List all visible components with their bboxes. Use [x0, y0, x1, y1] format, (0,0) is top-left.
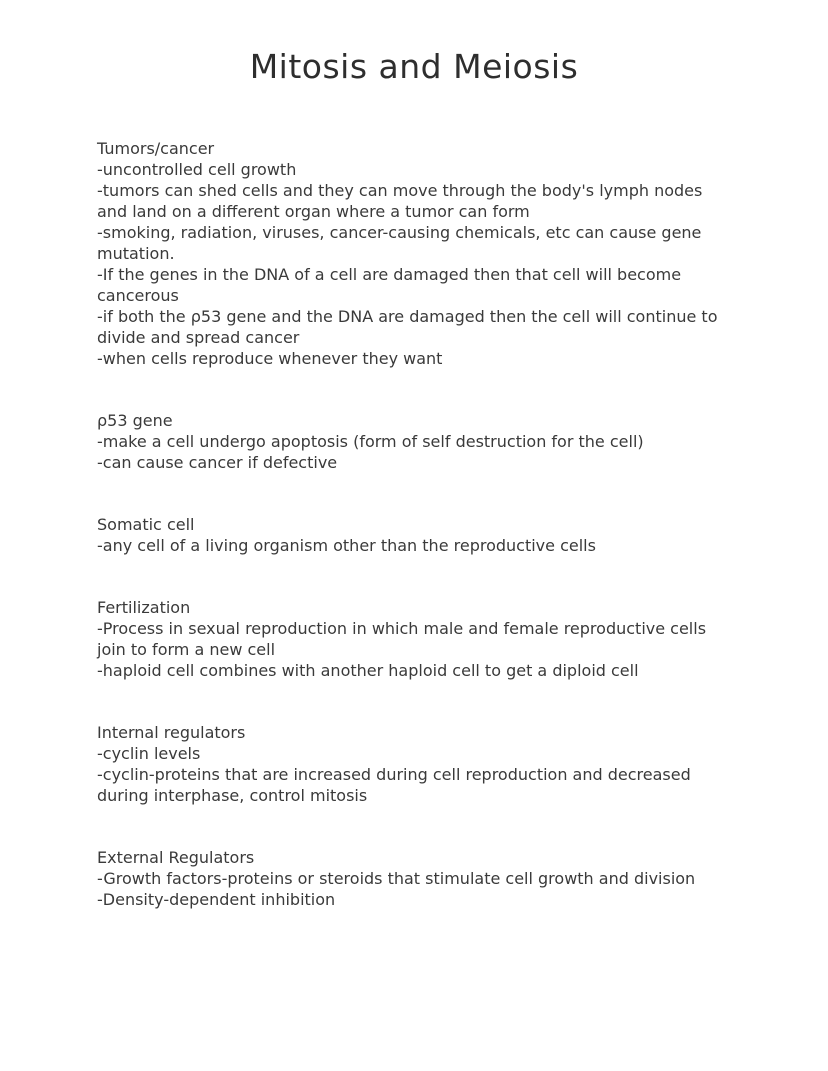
note-line: -tumors can shed cells and they can move through the body's lymph nodes and land on a different organ where a tumor can form	[97, 181, 703, 221]
note-line: -cyclin levels	[97, 744, 201, 763]
section-heading: External Regulators	[97, 848, 255, 867]
note-section-tumors-cancer	[97, 138, 737, 369]
section-heading: Fertilization	[97, 598, 191, 617]
note-line: -smoking, radiation, viruses, cancer-causing chemicals, etc can cause gene mutation.	[97, 223, 702, 263]
section-heading: Internal regulators	[97, 723, 246, 742]
note-section-p53-gene	[97, 410, 737, 473]
note-line: -Growth factors-proteins or steroids that stimulate cell growth and division	[97, 869, 696, 888]
section-heading: Somatic cell	[97, 515, 195, 534]
note-line: -make a cell undergo apoptosis (form of self destruction for the cell)	[97, 432, 644, 451]
note-line: -haploid cell combines with another haploid cell to get a diploid cell	[97, 661, 639, 680]
note-line: -Process in sexual reproduction in which male and female reproductive cells join to form a new cell	[97, 619, 707, 659]
note-line: -if both the ρ53 gene and the DNA are damaged then the cell will continue to divide and spread cancer	[97, 307, 718, 347]
note-line: -If the genes in the DNA of a cell are damaged then that cell will become cancerous	[97, 265, 682, 305]
note-line: -any cell of a living organism other than the reproductive cells	[97, 536, 596, 555]
note-section-fertilization	[97, 597, 737, 681]
page-title: Mitosis and Meiosis	[249, 47, 579, 86]
section-heading: ρ53 gene	[97, 411, 173, 430]
note-section-somatic-cell	[97, 514, 737, 556]
section-heading: Tumors/cancer	[97, 139, 215, 158]
notes-body	[97, 138, 737, 910]
note-line: -cyclin-proteins that are increased during cell reproduction and decreased during interphase, control mitosis	[97, 765, 691, 805]
note-section-internal-regulators	[97, 722, 737, 806]
note-section-external-regulators	[97, 847, 737, 910]
note-line: -when cells reproduce whenever they want	[97, 349, 443, 368]
note-line: -can cause cancer if defective	[97, 453, 338, 472]
note-line: -Density-dependent inhibition	[97, 890, 336, 909]
note-line: -uncontrolled cell growth	[97, 160, 297, 179]
